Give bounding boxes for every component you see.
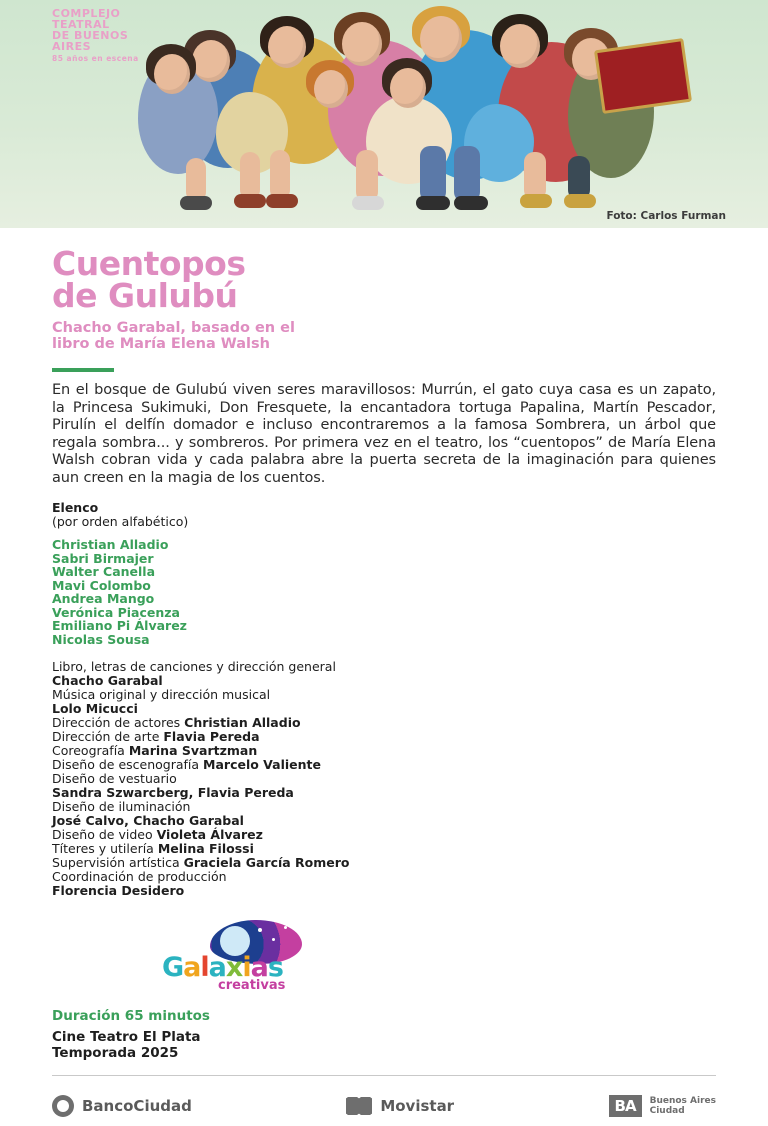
- credit-role: Libro, letras de canciones y dirección general: [52, 659, 336, 674]
- ba-line-2: Ciudad: [649, 1106, 685, 1116]
- list-item: Sabri Birmajer: [52, 550, 154, 566]
- subtitle: [52, 320, 716, 352]
- list-item: Emiliano Pi Álvarez: [52, 618, 187, 633]
- logo-line-3: DE BUENOS: [52, 29, 129, 42]
- list-item: Andrea Mango: [52, 591, 155, 606]
- credit-name: Melina Filossi: [157, 841, 254, 856]
- credit-name: Sandra Szwarcberg, Flavia Pereda: [52, 785, 294, 800]
- credit-name: Christian Alladio: [184, 715, 301, 730]
- duration-text: Duración 65 minutos: [52, 1008, 210, 1024]
- credit-name: Lolo Micucci: [52, 701, 138, 716]
- credit-name: Flavia Pereda: [163, 729, 260, 744]
- complejo-teatral-logo: [52, 8, 182, 64]
- page-title: [52, 244, 716, 315]
- credit-role: Diseño de escenografía: [52, 757, 200, 772]
- credit-name: Graciela García Romero: [183, 855, 350, 870]
- credit-role: Coordinación de producción: [52, 869, 227, 884]
- green-divider: [52, 368, 114, 372]
- credit-name: Marcelo Valiente: [203, 757, 322, 772]
- list-item: Christian Alladio: [52, 537, 169, 552]
- sponsor-bar: [52, 1086, 716, 1126]
- cast-heading: [52, 501, 716, 529]
- galaxias-tagline: creativas: [218, 978, 286, 993]
- list-item: Nicolas Sousa: [52, 631, 150, 647]
- sponsor-movistar: [346, 1097, 454, 1115]
- poster-content: [0, 228, 768, 1061]
- venue-name: Cine Teatro El Plata: [52, 1029, 201, 1045]
- sponsor-label: [650, 1096, 716, 1116]
- credit-name: Violeta Álvarez: [156, 827, 263, 842]
- star-dot-icon: [258, 928, 262, 932]
- credit-role: Dirección de actores: [52, 715, 181, 730]
- credit-role: Títeres y utilería: [52, 841, 154, 856]
- credit-name: Marina Svartzman: [128, 743, 258, 758]
- credit-role: Dirección de arte: [52, 729, 160, 744]
- list-item: Walter Canella: [52, 564, 156, 579]
- banco-ciudad-icon: [52, 1095, 74, 1117]
- credit-role: Música original y dirección musical: [52, 687, 271, 702]
- list-item: Mavi Colombo: [52, 577, 151, 593]
- galaxias-creativas-logo: [52, 920, 716, 992]
- credits-block: [52, 660, 716, 898]
- logo-line-4: AIRES: [52, 40, 92, 53]
- footer-divider: [52, 1075, 716, 1076]
- cast-group-illustration: [120, 0, 660, 212]
- photo-credit: Foto: Carlos Furman: [606, 210, 726, 222]
- sponsor-label: Movistar: [380, 1097, 455, 1115]
- synopsis-text: En el bosque de Gulubú viven seres maravillosos: Murrún, el gato cuya casa es un zapato, la Princesa Sukimuki, Don Fresquete, la encantadora tortuga Papalina, Martín Pescador, Pirulín el delfín domador e incluso encontraremos a la famosa Sombrera, un árbol que regala sombra... y sombreros. Por primera vez en el teatro, los “cuentopos” de María Elena Walsh cobran vida y cada palabra abre la puerta secreta de la imaginación para quienes aun creen en la magia de los cuentos.: [52, 382, 716, 486]
- credit-role: Coreografía: [52, 743, 125, 758]
- star-dot-icon: [284, 926, 287, 929]
- logo-line-1: COMPLEJO: [52, 7, 121, 20]
- credit-name: Chacho Garabal: [52, 673, 163, 688]
- sponsor-ba-ciudad: [609, 1095, 716, 1117]
- venue-info: [52, 1030, 716, 1061]
- cast-list: [52, 538, 716, 646]
- galaxias-wordmark: Galaxias: [162, 952, 283, 983]
- list-item: Verónica Piacenza: [52, 604, 180, 620]
- credit-role: Supervisión artística: [52, 855, 180, 870]
- title-line-2: de Gulubú: [52, 276, 238, 315]
- season: Temporada 2025: [52, 1044, 179, 1061]
- movistar-icon: [346, 1097, 372, 1115]
- subtitle-line-1: Chacho Garabal, basado en el: [52, 320, 295, 336]
- cast-heading-label: Elenco: [52, 500, 99, 515]
- sponsor-label: BancoCiudad: [82, 1097, 192, 1115]
- cast-heading-note: (por orden alfabético): [52, 514, 189, 529]
- credit-role: Diseño de iluminación: [52, 799, 191, 814]
- credit-role: Diseño de video: [52, 827, 153, 842]
- logo-line-2: TEATRAL: [52, 18, 110, 31]
- subtitle-line-2: libro de María Elena Walsh: [52, 336, 270, 352]
- ba-ciudad-icon: BA: [609, 1095, 642, 1117]
- credit-name: José Calvo, Chacho Garabal: [52, 813, 244, 828]
- title-line-1: Cuentopos: [52, 244, 246, 283]
- sponsor-banco-ciudad: [52, 1095, 192, 1117]
- credit-role: Diseño de vestuario: [52, 771, 177, 786]
- ba-line-1: Buenos Aires: [649, 1096, 716, 1106]
- logo-tagline: 85 años en escena: [52, 54, 139, 63]
- credit-name: Florencia Desidero: [52, 883, 185, 898]
- hero-photo: [0, 0, 768, 228]
- star-dot-icon: [272, 938, 275, 941]
